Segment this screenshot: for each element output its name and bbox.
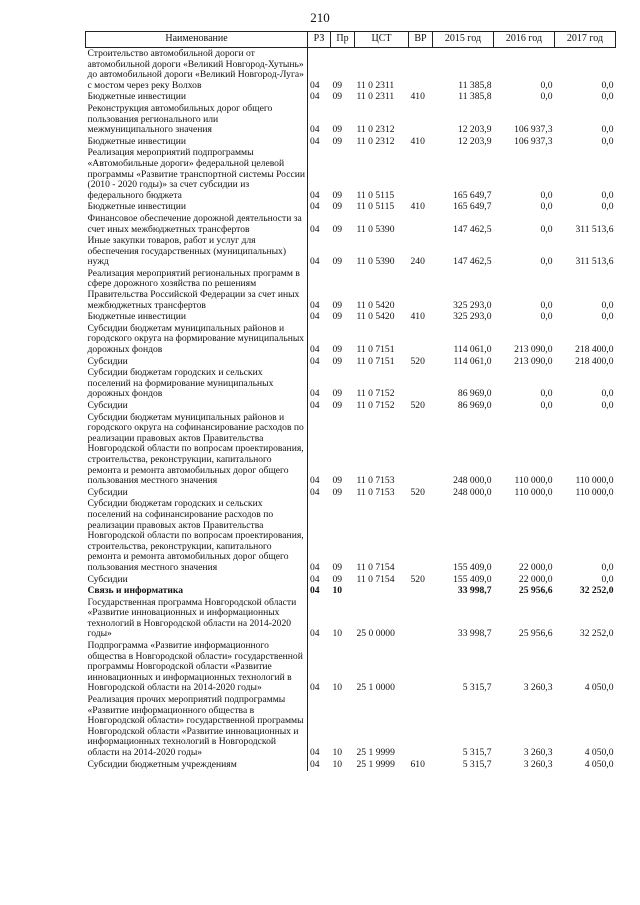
row-2016-cell: 0,0: [540, 388, 553, 400]
row-rz-cell: 04: [310, 585, 320, 597]
row-pr-cell: 10: [332, 747, 343, 758]
row-name-cell: Связь и информатика: [86, 586, 308, 598]
row-name-cell: Бюджетные инвестиции: [86, 202, 308, 214]
page-number: 210: [310, 10, 330, 25]
row-vr-cell: [409, 104, 433, 137]
row-rz-cell: 04: [310, 223, 320, 235]
row-rz-cell: 04: [310, 355, 320, 367]
row-cst-cell: 11 0 7152: [356, 400, 395, 411]
row-rz-cell: 04: [310, 388, 320, 400]
row-2017-cell: 0,0: [601, 311, 614, 323]
row-vr-cell: [409, 214, 433, 236]
row-2015-cell: 155 409,0: [453, 573, 492, 585]
row-vr-cell: [409, 641, 433, 695]
row-2017-cell: 0,0: [601, 79, 614, 91]
row-pr-cell: 09: [332, 388, 343, 400]
row-2016-cell: 22 000,0: [518, 573, 553, 585]
row-2017-cell: 0,0: [601, 91, 614, 103]
row-rz-cell: 04: [310, 561, 320, 573]
row-cst-cell: 11 0 7154: [356, 573, 395, 585]
row-pr-cell: 09: [332, 256, 343, 268]
table-row: [86, 598, 616, 641]
row-pr-cell: 10: [332, 758, 343, 770]
row-2016-cell: 213 090,0: [514, 344, 553, 356]
table-row: [86, 641, 616, 695]
row-2015-cell: 155 409,0: [453, 561, 492, 573]
row-2017-cell: 0,0: [601, 189, 614, 201]
row-rz-cell: 04: [310, 256, 320, 268]
row-rz-cell: 04: [310, 79, 320, 91]
row-vr-cell: [409, 499, 433, 574]
row-2016-cell: 3 260,3: [523, 758, 553, 770]
row-pr-cell: 09: [332, 223, 343, 235]
table-row: [86, 236, 616, 269]
row-pr-cell: 09: [332, 311, 343, 323]
row-2016-cell: 0,0: [540, 201, 553, 213]
row-name-cell: Бюджетные инвестиции: [86, 312, 308, 324]
row-2016-cell: 0,0: [540, 91, 553, 103]
row-2016-cell: 3 260,3: [523, 747, 553, 758]
row-rz-cell: 04: [310, 91, 320, 103]
row-2017-cell: 0,0: [601, 135, 614, 147]
row-cst-cell: [355, 586, 409, 598]
row-name-cell: Субсидии: [86, 401, 308, 413]
row-2015-cell: 147 462,5: [453, 256, 492, 268]
table-row: [86, 324, 616, 357]
row-name-cell: Субсидии бюджетам городских и сельских поселений на формирование муниципальных дорожных фондов: [86, 368, 308, 401]
row-2017-cell: 32 252,0: [579, 585, 614, 597]
column-header-2015: 2015 год: [433, 32, 494, 48]
table-row: [86, 269, 616, 312]
row-vr-cell: 240: [410, 256, 425, 268]
row-cst-cell: 11 0 2312: [356, 124, 395, 136]
table-row: [86, 148, 616, 202]
row-2015-cell: 86 969,0: [457, 400, 492, 411]
row-2017-cell: 4 050,0: [584, 758, 614, 770]
row-rz-cell: 04: [310, 344, 320, 356]
row-2015-cell: 325 293,0: [453, 311, 492, 323]
column-header-rz: РЗ: [308, 32, 331, 48]
row-name-cell: Реализация мероприятий региональных программ в сфере дорожного хозяйства по решениям Правительства Российской Федерации за счет иных межбюджетных трансфертов: [86, 269, 308, 312]
row-rz-cell: 04: [310, 299, 320, 311]
row-2015-cell: 165 649,7: [453, 201, 492, 213]
row-cst-cell: 11 0 2311: [356, 79, 395, 91]
row-pr-cell: 09: [332, 561, 343, 573]
row-2017-cell: 4 050,0: [584, 682, 614, 694]
row-rz-cell: 04: [310, 201, 320, 213]
row-2016-cell: 110 000,0: [514, 486, 553, 498]
row-2017-cell: 110 000,0: [575, 486, 614, 498]
row-vr-cell: 520: [410, 573, 425, 585]
row-rz-cell: 04: [310, 628, 320, 640]
row-2016-cell: 0,0: [540, 256, 553, 268]
row-pr-cell: 10: [332, 585, 343, 597]
row-pr-cell: 09: [332, 299, 343, 311]
row-rz-cell: 04: [310, 124, 320, 136]
row-cst-cell: 11 0 7151: [356, 355, 395, 367]
row-pr-cell: 09: [332, 355, 343, 367]
row-2017-cell: 32 252,0: [579, 628, 614, 640]
row-rz-cell: 04: [310, 475, 320, 487]
row-name-cell: Реконструкция автомобильных дорог общего пользования регионального или межмуниципального значения: [86, 104, 308, 137]
row-name-cell: Бюджетные инвестиции: [86, 137, 308, 149]
row-cst-cell: 11 0 5115: [356, 189, 395, 201]
row-vr-cell: 520: [410, 355, 425, 367]
row-vr-cell: [409, 324, 433, 357]
table-row: [86, 586, 616, 598]
row-pr-cell: 09: [332, 91, 343, 103]
row-rz-cell: 04: [310, 486, 320, 498]
row-name-cell: Субсидии бюджетам муниципальных районов и городского округа на формирование муниципальных дорожных фондов: [86, 324, 308, 357]
row-2015-cell: 114 061,0: [453, 355, 492, 367]
row-2017-cell: 218 400,0: [575, 344, 614, 356]
row-2016-cell: 0,0: [540, 311, 553, 323]
column-header-2017: 2017 год: [555, 32, 616, 48]
row-2017-cell: 0,0: [601, 124, 614, 136]
row-2016-cell: 0,0: [540, 299, 553, 311]
row-2016-cell: 0,0: [540, 79, 553, 91]
row-vr-cell: 610: [410, 758, 425, 770]
row-pr-cell: 09: [332, 189, 343, 201]
row-vr-cell: [409, 586, 433, 598]
row-rz-cell: 04: [310, 189, 320, 201]
row-2017-cell: 0,0: [601, 201, 614, 213]
row-2015-cell: 5 315,7: [462, 747, 492, 758]
row-name-cell: Субсидии: [86, 488, 308, 500]
row-cst-cell: 11 0 5390: [356, 256, 395, 268]
row-cst-cell: 11 0 7153: [356, 475, 395, 487]
row-2015-cell: 248 000,0: [453, 486, 492, 498]
table-row: [86, 760, 616, 772]
row-pr-cell: 09: [332, 201, 343, 213]
row-2016-cell: 3 260,3: [523, 682, 553, 694]
row-name-cell: Субсидии: [86, 575, 308, 587]
table-body: [86, 48, 616, 772]
row-2016-cell: 25 956,6: [518, 585, 553, 597]
row-vr-cell: [409, 269, 433, 312]
row-name-cell: Субсидии бюджетам городских и сельских поселений на софинансирование расходов по реализации правовых актов Правительства Новгородской области по вопросам проектирования, строительства, реконструкции, капитального ремонта и ремонта автомобильных дорог общего пользования местного значения: [86, 499, 308, 574]
row-2017-cell: 0,0: [601, 388, 614, 400]
table-row: [86, 499, 616, 574]
row-rz-cell: 04: [310, 747, 320, 758]
row-name-cell: Субсидии бюджетам муниципальных районов и городского округа на софинансирование расходов по реализации правовых актов Правительства Новгородской области по вопросам проектирования, строительства, реконструкции, капитального ремонта и ремонта автомобильных дорог общего пользования местного значения: [86, 413, 308, 488]
row-2015-cell: 11 385,8: [458, 79, 492, 91]
row-vr-cell: [409, 48, 433, 93]
row-2015-cell: 11 385,8: [458, 91, 492, 103]
column-header-name: Наименование: [86, 32, 308, 48]
row-cst-cell: 25 1 9999: [356, 758, 395, 770]
row-cst-cell: 11 0 7154: [356, 561, 395, 573]
row-2015-cell: 325 293,0: [453, 299, 492, 311]
row-rz-cell: 04: [310, 758, 320, 770]
row-2015-cell: 147 462,5: [453, 223, 492, 235]
row-name-cell: Бюджетные инвестиции: [86, 92, 308, 104]
row-vr-cell: 410: [410, 311, 425, 323]
row-pr-cell: 09: [332, 135, 343, 147]
row-name-cell: Иные закупки товаров, работ и услуг для обеспечения государственных (муниципальных) нужд: [86, 236, 308, 269]
row-pr-cell: 09: [332, 344, 343, 356]
row-vr-cell: 410: [410, 91, 425, 103]
row-2015-cell: 165 649,7: [453, 189, 492, 201]
row-rz-cell: 04: [310, 573, 320, 585]
row-vr-cell: [409, 695, 433, 760]
row-cst-cell: 11 0 7153: [356, 486, 395, 498]
row-vr-cell: [409, 148, 433, 202]
row-2016-cell: 0,0: [540, 189, 553, 201]
row-cst-cell: 11 0 2311: [356, 91, 395, 103]
row-name-cell: Субсидии бюджетным учреждениям: [86, 760, 308, 772]
row-pr-cell: 09: [332, 400, 343, 411]
table-row: [86, 104, 616, 137]
row-2016-cell: 106 937,3: [514, 124, 553, 136]
row-pr-cell: 09: [332, 573, 343, 585]
column-header-pr: Пр: [331, 32, 355, 48]
row-2015-cell: 33 998,7: [457, 585, 492, 597]
row-cst-cell: 11 0 5390: [356, 223, 395, 235]
row-2017-cell: 218 400,0: [575, 355, 614, 367]
row-name-cell: Подпрограмма «Развитие информационного общества в Новгородской области» государственной программы Новгородской области «Развитие инновационных и информационных технологий в Новгородской области на 2014-2020 годы»: [86, 641, 308, 695]
row-pr-cell: 09: [332, 475, 343, 487]
row-name-cell: Государственная программа Новгородской области «Развитие инновационных и информационных технологий в Новгородской области на 2014-2020 годы»: [86, 598, 308, 641]
row-rz-cell: 04: [310, 311, 320, 323]
row-pr-cell: 09: [332, 124, 343, 136]
row-cst-cell: 11 0 7152: [356, 388, 395, 400]
row-2016-cell: 22 000,0: [518, 561, 553, 573]
row-name-cell: Субсидии: [86, 357, 308, 369]
row-cst-cell: 25 0 0000: [356, 628, 395, 640]
row-2017-cell: 311 513,6: [575, 256, 614, 268]
column-header-cst: ЦСТ: [355, 32, 409, 48]
row-name-cell: Реализация мероприятий подпрограммы «Автомобильные дороги» федеральной целевой программы «Развитие транспортной системы России (2010 - 2020 годы)» за счет субсидии из федерального бюджета: [86, 148, 308, 202]
row-2015-cell: 86 969,0: [457, 388, 492, 400]
row-2016-cell: 0,0: [540, 400, 553, 411]
column-header-vr: ВР: [409, 32, 433, 48]
row-cst-cell: 11 0 7151: [356, 344, 395, 356]
row-2016-cell: 25 956,6: [518, 628, 553, 640]
table-row: [86, 413, 616, 488]
row-name-cell: Реализация прочих мероприятий подпрограммы «Развитие информационного общества в Новгородской области» государственной программы Новгородской области «Развитие инновационных и информационных технологий в Новгородской области на 2014-2020 годы»: [86, 695, 308, 760]
row-2015-cell: 114 061,0: [453, 344, 492, 356]
row-vr-cell: 520: [410, 400, 425, 411]
table-row: [86, 48, 616, 93]
row-2016-cell: 213 090,0: [514, 355, 553, 367]
row-cst-cell: 11 0 5420: [356, 311, 395, 323]
row-cst-cell: 11 0 2312: [356, 135, 395, 147]
row-vr-cell: [409, 598, 433, 641]
row-name-cell: Строительство автомобильной дороги от автомобильной дороги «Великий Новгород-Хутынь» до автомобильной дороги «Великий Новгород-Луга» с мостом через реку Волхов: [86, 48, 308, 93]
table-row: [86, 695, 616, 760]
row-cst-cell: 25 1 0000: [356, 682, 395, 694]
row-pr-cell: 09: [332, 79, 343, 91]
row-rz-cell: 04: [310, 400, 320, 411]
row-2017-cell: 311 513,6: [575, 223, 614, 235]
row-2017-cell: 0,0: [601, 299, 614, 311]
row-pr-cell: 09: [332, 486, 343, 498]
row-cst-cell: 11 0 5420: [356, 299, 395, 311]
row-cst-cell: 11 0 5115: [356, 201, 395, 213]
row-2017-cell: 4 050,0: [584, 747, 614, 758]
row-2015-cell: 12 203,9: [457, 135, 492, 147]
row-pr-cell: 10: [332, 628, 343, 640]
table-row: [86, 368, 616, 401]
row-2016-cell: 106 937,3: [514, 135, 553, 147]
column-header-2016: 2016 год: [494, 32, 555, 48]
row-vr-cell: 520: [410, 486, 425, 498]
row-2015-cell: 5 315,7: [462, 682, 492, 694]
row-2017-cell: 0,0: [601, 561, 614, 573]
row-2015-cell: 5 315,7: [462, 758, 492, 770]
row-pr-cell: 10: [332, 682, 343, 694]
budget-table: [85, 31, 616, 771]
row-2016-cell: 110 000,0: [514, 475, 553, 487]
row-rz-cell: 04: [310, 682, 320, 694]
row-2016-cell: 0,0: [540, 223, 553, 235]
table-header-row: [86, 32, 616, 48]
row-2015-cell: 248 000,0: [453, 475, 492, 487]
row-2017-cell: 0,0: [601, 400, 614, 411]
row-vr-cell: 410: [410, 135, 425, 147]
row-name-cell: Финансовое обеспечение дорожной деятельности за счет иных межбюджетных трансфертов: [86, 214, 308, 236]
row-vr-cell: [409, 368, 433, 401]
row-rz-cell: 04: [310, 135, 320, 147]
table-row: [86, 401, 616, 413]
row-cst-cell: 25 1 9999: [356, 747, 395, 758]
table-row: [86, 214, 616, 236]
row-2015-cell: 12 203,9: [457, 124, 492, 136]
row-2017-cell: 110 000,0: [575, 475, 614, 487]
row-2015-cell: 33 998,7: [457, 628, 492, 640]
row-vr-cell: 410: [410, 201, 425, 213]
row-2017-cell: 0,0: [601, 573, 614, 585]
row-vr-cell: [409, 413, 433, 488]
